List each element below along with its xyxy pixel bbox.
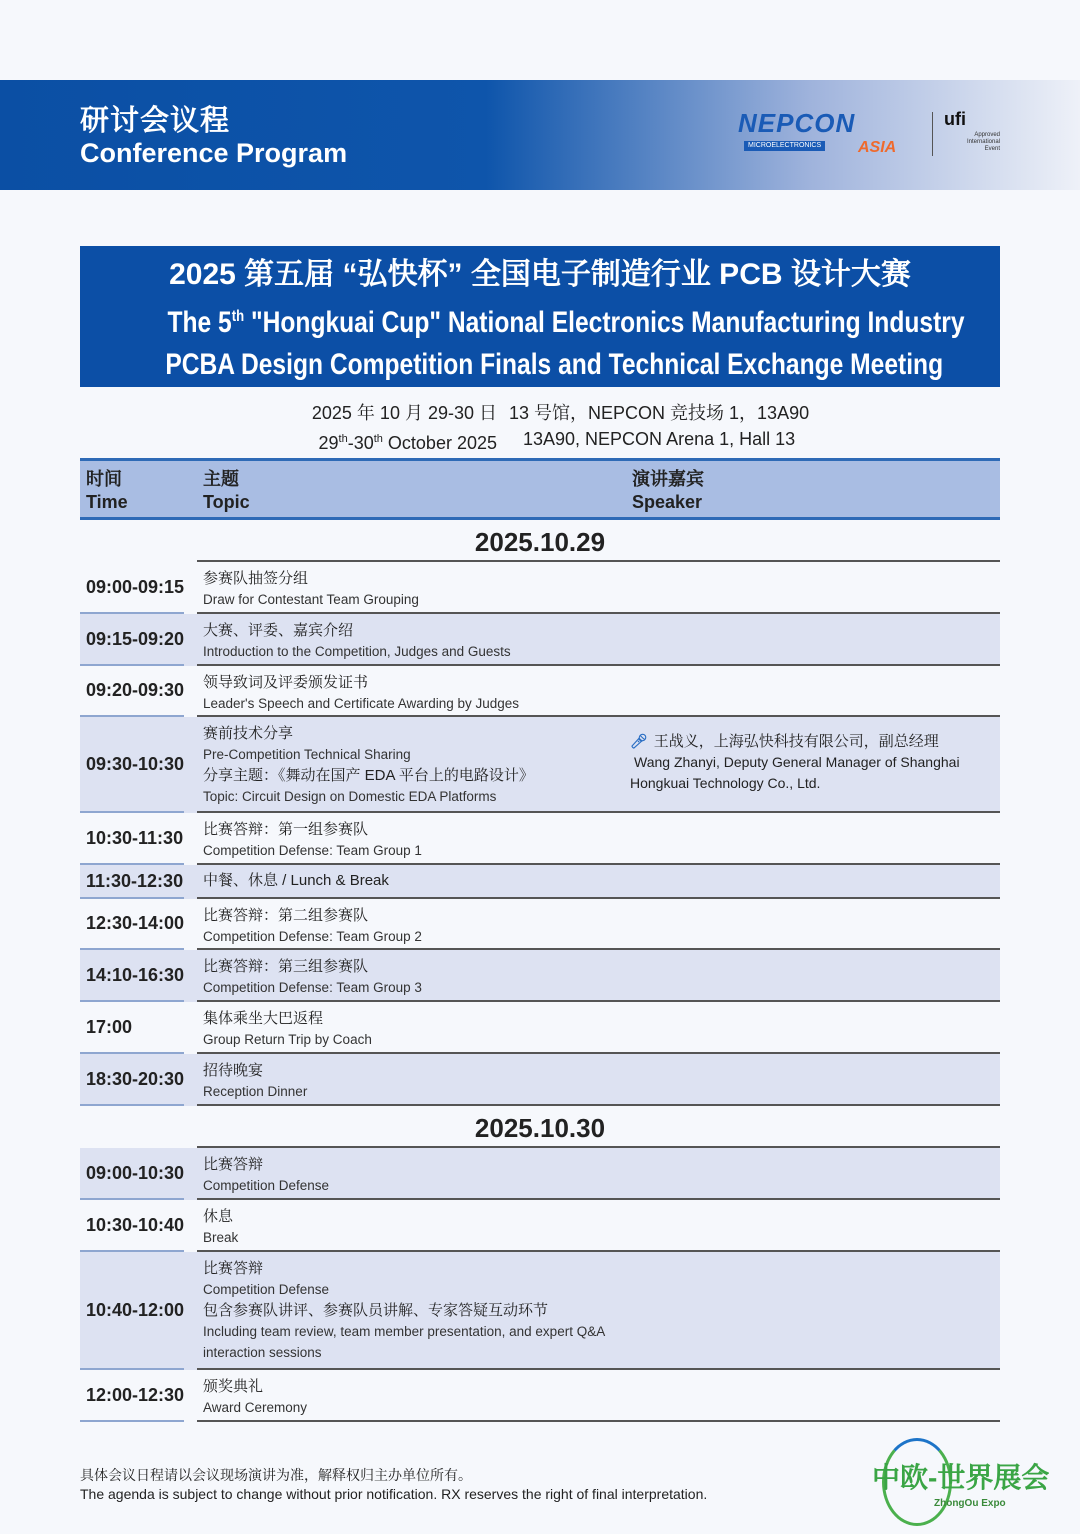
topic-cn: 招待晚宴 xyxy=(203,1062,264,1079)
nepcon-logo xyxy=(738,108,1008,164)
topic-en: Introduction to the Competition, Judges and Guests xyxy=(203,644,511,659)
row-time: 10:30-10:40 xyxy=(80,1200,184,1252)
banner-title-en: Conference Program xyxy=(80,138,348,168)
topic-cn: 领导致词及评委颁发证书 xyxy=(203,674,369,691)
row-topic xyxy=(197,1054,1000,1106)
row-topic xyxy=(197,865,1000,899)
topic-cn: 大赛、评委、嘉宾介绍 xyxy=(203,622,354,639)
table-row xyxy=(80,1002,1000,1054)
row-topic xyxy=(197,614,1000,666)
event-title-en-1 xyxy=(80,296,1000,344)
table-row xyxy=(80,614,1000,666)
topic-en: Competition Defense xyxy=(203,1282,330,1297)
topic-cn2: 包含参赛队讲评、参赛队员讲解、专家答疑互动环节 xyxy=(203,1302,549,1319)
topic-en: Reception Dinner xyxy=(203,1084,308,1099)
header-banner xyxy=(0,80,1080,190)
topic-cn: 比赛答辩：第一组参赛队 xyxy=(203,821,369,838)
row-time: 09:00-10:30 xyxy=(80,1148,184,1200)
title-part: The 5 xyxy=(167,306,232,339)
speaker-cn-text: 王战义，上海弘快科技有限公司，副总经理 xyxy=(653,733,939,750)
topic-cn2: 分享主题：《舞动在国产 EDA 平台上的电路设计》 xyxy=(203,767,534,784)
title-part: "Hongkuai Cup" National Electronics Manufacturing Industry xyxy=(244,306,965,339)
speaker-en-1: Wang Zhanyi, Deputy General Manager of Shanghai xyxy=(634,754,960,770)
row-time: 09:30-10:30 xyxy=(80,717,184,813)
table-header xyxy=(80,458,1000,520)
topic-cn: 赛前技术分享 xyxy=(203,725,294,742)
event-title xyxy=(80,246,1000,387)
topic-cn: 颁奖典礼 xyxy=(203,1378,264,1395)
logo-divider xyxy=(932,112,933,156)
event-date xyxy=(312,400,497,456)
d: October 2025 xyxy=(382,433,497,453)
table-row xyxy=(80,950,1000,1002)
agenda-table xyxy=(80,458,1000,1422)
title-line-2 xyxy=(167,296,964,344)
row-topic xyxy=(197,1002,1000,1054)
banner-title-cn: 研讨会议程 xyxy=(80,105,231,137)
event-title-en-2 xyxy=(80,344,1000,386)
table-row xyxy=(80,1200,1000,1252)
row-time: 12:00-12:30 xyxy=(80,1370,184,1422)
row-topic xyxy=(197,1148,1000,1200)
topic-cn: 比赛答辩 xyxy=(203,1260,264,1277)
table-row xyxy=(80,666,1000,717)
row-time: 18:30-20:30 xyxy=(80,1054,184,1106)
expo-logo-en: ZhongOu Expo xyxy=(934,1498,1006,1509)
d: -30 xyxy=(347,433,374,453)
table-row xyxy=(80,562,1000,614)
row-topic xyxy=(197,950,1000,1002)
day-date-heading: 2025.10.29 xyxy=(197,520,1000,562)
table-row xyxy=(80,1252,1000,1370)
title-sup: th xyxy=(231,308,245,325)
table-row xyxy=(80,717,1000,813)
topic-en: Pre-Competition Technical Sharing xyxy=(203,747,411,762)
row-time: 12:30-14:00 xyxy=(80,899,184,950)
d: th xyxy=(373,433,383,445)
row-time: 10:40-12:00 xyxy=(80,1252,184,1370)
row-topic xyxy=(197,666,1000,717)
expo-logo-cn: 中欧-世界展会 xyxy=(872,1462,1050,1493)
row-topic xyxy=(197,813,1000,865)
topic-cn: 比赛答辩 xyxy=(203,1156,264,1173)
ufi-logo: ufi xyxy=(944,109,966,129)
event-venue xyxy=(509,400,809,452)
table-row xyxy=(80,813,1000,865)
h: 演讲嘉宾 xyxy=(632,469,704,489)
d: th xyxy=(338,433,348,445)
date-cn: 2025 年 10 月 29-30 日 xyxy=(311,403,497,423)
h: 时间 xyxy=(86,469,122,489)
topic-en: Award Ceremony xyxy=(203,1400,308,1415)
row-time: 11:30-12:30 xyxy=(80,865,184,899)
h: Speaker xyxy=(632,492,703,512)
topic-en: Competition Defense: Team Group 2 xyxy=(203,929,422,944)
table-row xyxy=(80,1148,1000,1200)
topic-cn: 比赛答辩：第三组参赛队 xyxy=(203,958,369,975)
header-speaker xyxy=(632,468,704,514)
topic-en: Break xyxy=(203,1230,239,1245)
row-topic xyxy=(197,1252,1000,1370)
topic-en: Competition Defense xyxy=(203,1178,330,1193)
nepcon-logo-asia: ASIA xyxy=(858,139,897,156)
row-time: 14:10-16:30 xyxy=(80,950,184,1002)
topic-cn: 集体乘坐大巴返程 xyxy=(203,1010,324,1027)
venue-cn: 13 号馆，NEPCON 竞技场 1，13A90 xyxy=(509,403,810,423)
row-time: 10:30-11:30 xyxy=(80,813,184,865)
topic-cn: 休息 xyxy=(203,1208,234,1225)
h: Time xyxy=(86,492,128,512)
zhongou-expo-logo xyxy=(872,1438,1080,1530)
topic-en: Draw for Contestant Team Grouping xyxy=(203,592,419,607)
footer-note xyxy=(80,1466,707,1504)
speaker-name-cn xyxy=(630,731,960,752)
speaker-en-2: Hongkuai Technology Co., Ltd. xyxy=(630,775,821,791)
event-title-cn: 2025 第五届 “弘快杯” 全国电子制造行业 PCB 设计大赛 xyxy=(169,258,911,291)
header-topic xyxy=(203,468,250,514)
row-time: 17:00 xyxy=(80,1002,184,1054)
day-date-heading: 2025.10.30 xyxy=(197,1106,1000,1148)
h: Topic xyxy=(203,492,250,512)
topic-en: Group Return Trip by Coach xyxy=(203,1032,372,1047)
topic-en3: interaction sessions xyxy=(203,1345,322,1360)
h: 主题 xyxy=(203,469,239,489)
topic-en: Leader's Speech and Certificate Awarding by Judges xyxy=(203,696,520,711)
row-topic xyxy=(197,1370,1000,1422)
row-time: 09:00-09:15 xyxy=(80,562,184,614)
topic-cn: 参赛队抽签分组 xyxy=(203,570,309,587)
title-line-3: PCBA Design Competition Finals and Technical Exchange Meeting xyxy=(165,348,944,381)
venue-en: 13A90, NEPCON Arena 1, Hall 13 xyxy=(523,429,796,449)
row-topic xyxy=(197,899,1000,950)
topic-en2: Topic: Circuit Design on Domestic EDA Platforms xyxy=(203,789,497,804)
row-topic xyxy=(197,1200,1000,1252)
row-time: 09:20-09:30 xyxy=(80,666,184,717)
topic-en: Competition Defense: Team Group 3 xyxy=(203,980,422,995)
d: 29 xyxy=(318,433,339,453)
ufi-logo-sub: Approved International Event xyxy=(966,132,1000,152)
table-row xyxy=(80,1370,1000,1422)
row-topic xyxy=(197,562,1000,614)
topic-en2: Including team review, team member presentation, and expert Q&A xyxy=(203,1324,606,1339)
topic-cn: 比赛答辩：第二组参赛队 xyxy=(203,907,369,924)
table-row xyxy=(80,865,1000,899)
topic-en: Competition Defense: Team Group 1 xyxy=(203,843,422,858)
date-en xyxy=(312,426,497,456)
topic-cn: 中餐、休息 / Lunch & Break xyxy=(203,872,389,889)
row-time: 09:15-09:20 xyxy=(80,614,184,666)
microphone-icon: 🎤︎ xyxy=(630,733,648,749)
table-row xyxy=(80,899,1000,950)
table-row xyxy=(80,1054,1000,1106)
speaker-info xyxy=(630,731,960,794)
footer-cn: 具体会议日程请以会议现场演讲为准，解释权归主办单位所有。 xyxy=(80,1467,472,1483)
footer-en: The agenda is subject to change without prior notification. RX reserves the right of final interpretation. xyxy=(80,1486,708,1502)
nepcon-logo-micro: MICROELECTRONICS xyxy=(744,141,825,151)
nepcon-logo-text: NEPCON xyxy=(738,108,856,138)
header-time xyxy=(86,468,128,514)
